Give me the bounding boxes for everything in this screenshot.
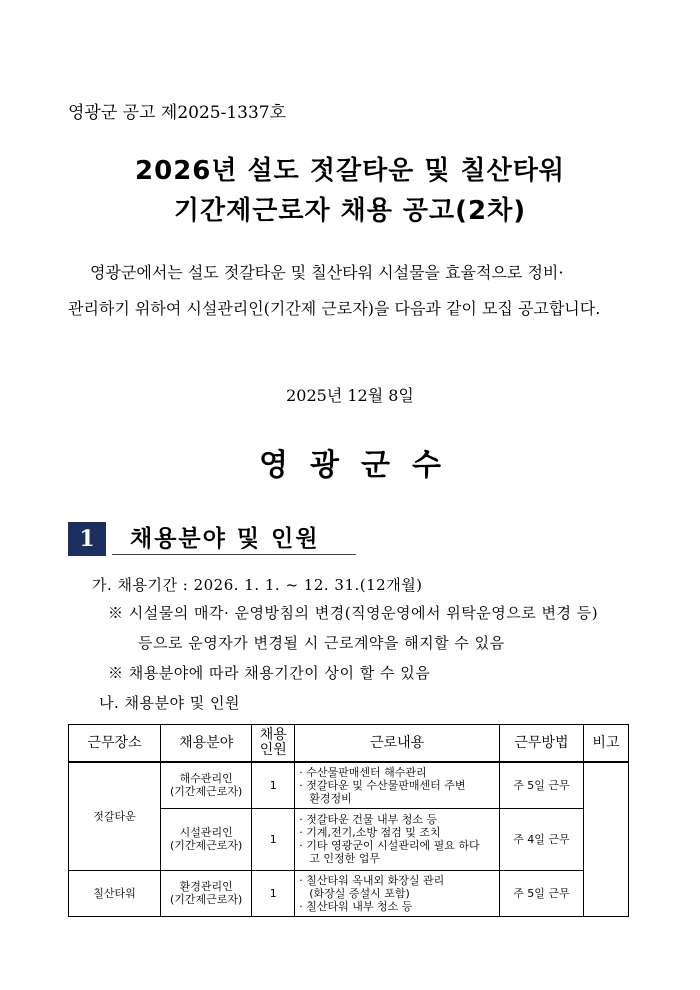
cell-field (161, 808, 252, 870)
cell-place: 칠산타워 (69, 870, 161, 916)
field-type: (기간제근로자) (170, 893, 243, 906)
intro-line2: 관리하기 위하여 시설관리인(기간제 근로자)을 다음과 같이 모집 공고합니다. (68, 299, 601, 318)
section-title: 채용분야 및 인원 (130, 526, 320, 552)
cell-field (161, 762, 252, 808)
table-row (69, 870, 629, 916)
cell-method: 주 4일 근무 (499, 808, 583, 870)
header-duties: 근로내용 (295, 725, 500, 763)
recruit-period: 가. 채용기간 : 2026. 1. 1. ~ 12. 31.(12개월) (92, 576, 423, 594)
cell-count: 1 (252, 808, 295, 870)
field-type: (기간제근로자) (170, 839, 243, 852)
cell-remark (583, 762, 628, 916)
duty-line: · 젓갈타운 및 수산물판매센터 주변 (299, 778, 466, 792)
cell-place: 젓갈타운 (69, 762, 161, 870)
intro-line1: 영광군에서는 설도 젓갈타운 및 칠산타워 시설물을 효율적으로 정비· (90, 263, 564, 282)
duty-line: 환경정비 (309, 791, 352, 805)
section-underline (112, 554, 356, 555)
duty-line: · 기타 영광군이 시설관리에 필요 하다 (299, 839, 480, 852)
document-title-line1: 2026년 설도 젓갈타운 및 칠산타워 (135, 156, 565, 186)
header-place: 근무장소 (69, 725, 161, 763)
cell-duties (295, 870, 500, 916)
duty-line: · 젓갈타운 건물 내부 청소 등 (299, 813, 438, 826)
note-1-line1: ※ 시설물의 매각· 운영방침의 변경(직영운영에서 위탁운영으로 변경 등) (108, 604, 599, 622)
note-1-line2: 등으로 운영자가 변경될 시 근로계약을 해지할 수 있음 (138, 634, 505, 652)
announcement-date: 2025년 12월 8일 (286, 386, 414, 405)
cell-field (161, 870, 252, 916)
duty-line: (화장실 증설시 포함) (309, 886, 410, 900)
header-count: 채용 인원 (252, 725, 295, 763)
recruit-table (68, 724, 629, 917)
subsection-heading: 나. 채용분야 및 인원 (99, 694, 240, 712)
document-title-line2: 기간제근로자 채용 공고(2차) (173, 196, 527, 226)
table-row (69, 762, 629, 808)
cell-duties (295, 762, 500, 808)
cell-method: 주 5일 근무 (499, 870, 583, 916)
header-field: 채용분야 (161, 725, 252, 763)
header-remark: 비고 (583, 725, 628, 763)
field-name: 환경관리인 (179, 880, 233, 893)
cell-duties (295, 808, 500, 870)
duty-line: 고 인정한 업무 (309, 852, 380, 865)
issuer: 영광군수 (259, 448, 463, 483)
notice-number: 영광군 공고 제2025-1337호 (68, 103, 287, 123)
header-method: 근무방법 (499, 725, 583, 763)
note-2: ※ 채용분야에 따라 채용기간이 상이 할 수 있음 (108, 664, 431, 682)
duty-line: · 칠산타워 내부 청소 등 (299, 899, 413, 913)
cell-method: 주 5일 근무 (499, 762, 583, 808)
duty-line: · 기계,전기,소방 점검 및 조치 (299, 826, 441, 839)
field-type: (기간제근로자) (170, 785, 243, 799)
duty-line: · 칠산타워 옥내외 화장실 관리 (299, 873, 445, 887)
duty-line: · 수산물판매센터 해수관리 (299, 765, 427, 779)
table-header-row (69, 725, 629, 763)
cell-count: 1 (252, 870, 295, 916)
section-number-badge: 1 (68, 522, 106, 556)
field-name: 시설관리인 (179, 826, 233, 839)
cell-count: 1 (252, 762, 295, 808)
field-name: 해수관리인 (179, 772, 233, 786)
